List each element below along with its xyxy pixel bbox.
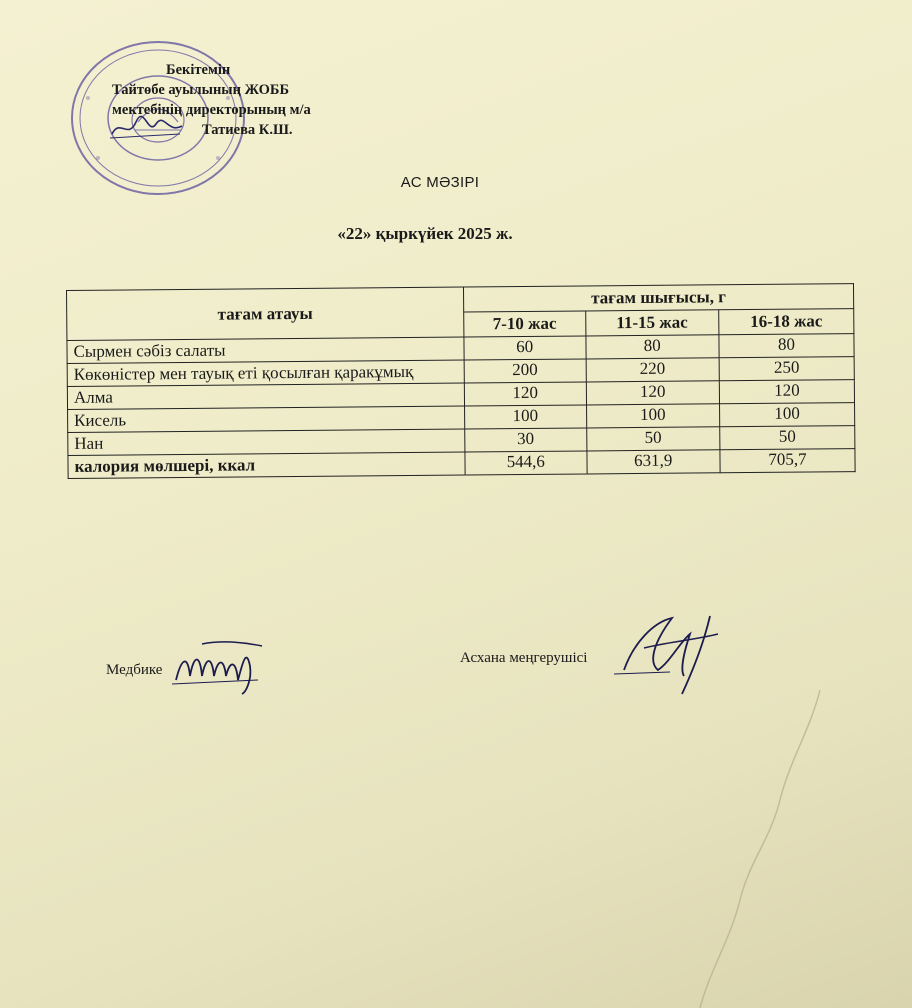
header-age-11-15: 11-15 жас (585, 310, 719, 336)
portion-value: 50 (586, 427, 720, 451)
menu-date: «22» қыркүйек 2025 ж. (337, 224, 513, 243)
director-signature (108, 112, 188, 142)
approval-school: Тайтөбе ауылының ЖОББ (112, 82, 290, 98)
portion-value: 120 (719, 380, 854, 404)
portion-value: 100 (720, 403, 855, 427)
portion-value: 200 (464, 359, 586, 383)
portion-value: 220 (586, 358, 720, 382)
calorie-label: калория мөлшері, ккал (68, 452, 465, 478)
menu-title: АС МӘЗІРІ (400, 174, 480, 191)
nurse-signature-label: Медбике (106, 662, 163, 678)
approval-position: мектебінің директорының м/а (112, 102, 311, 118)
kitchen-head-signature (614, 612, 724, 696)
nurse-signature (172, 636, 272, 696)
dish-name: Кисель (68, 406, 465, 432)
approval-heading: Бекітемін (166, 62, 231, 78)
portion-value: 250 (719, 357, 854, 381)
portion-value: 120 (464, 382, 586, 406)
menu-table (66, 283, 856, 479)
calorie-value: 631,9 (586, 450, 720, 474)
approval-director-name: Татиева К.Ш. (202, 122, 293, 138)
calorie-value: 705,7 (720, 449, 855, 473)
portion-value: 80 (585, 335, 719, 359)
dish-name: Сырмен сәбіз салаты (67, 337, 464, 363)
portion-value: 60 (464, 336, 586, 360)
header-age-7-10: 7-10 жас (464, 311, 586, 337)
dish-name: Көкөністер мен тауық еті қосылған қаракұмық (67, 360, 464, 386)
portion-value: 120 (586, 381, 720, 405)
dish-name: Алма (67, 383, 464, 409)
portion-value: 50 (720, 426, 855, 450)
portion-value: 100 (586, 404, 720, 428)
portion-value: 30 (465, 428, 587, 452)
portion-value: 100 (465, 405, 587, 429)
dish-name: Нан (68, 429, 465, 455)
portion-value: 80 (719, 334, 854, 358)
kitchen-head-signature-label: Асхана меңгерушісі (460, 650, 588, 666)
header-dish-name: тағам атауы (67, 287, 464, 340)
header-age-16-18: 16-18 жас (719, 309, 854, 335)
calorie-value: 544,6 (465, 451, 587, 475)
paper-crease (670, 690, 830, 1008)
header-portion-output: тағам шығысы, г (463, 284, 853, 312)
